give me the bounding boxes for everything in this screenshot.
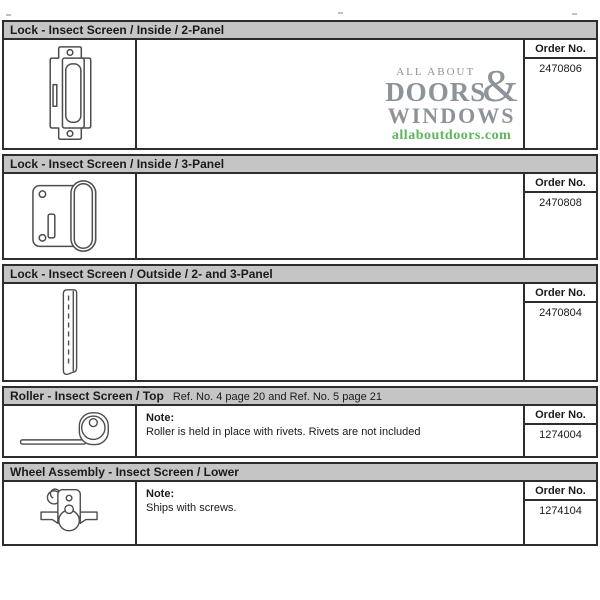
section-title: Lock - Insect Screen / Outside / 2- and 3-Panel [10,267,273,281]
section-lock-outside [2,264,598,382]
logo-windows: WINDOWS [387,103,516,128]
order-no-cell [523,40,596,148]
section-title: Wheel Assembly - Insect Screen / Lower [10,465,239,479]
product-image-cell [4,482,137,544]
section-roller-top [2,386,598,458]
note-label: Note: [146,488,175,500]
order-no-header: Order No. [525,284,596,303]
parts-table [2,20,598,550]
product-image-cell [4,40,137,148]
order-no-header: Order No. [525,174,596,193]
vertical-bar-lock-drawing [55,287,85,377]
section-header [2,462,598,482]
description-cell [137,284,523,380]
note-label: Note: [146,412,175,424]
section-header [2,386,598,406]
crop-mark [572,13,577,15]
order-no-cell [523,284,596,380]
note-text: Roller is held in place with rivets. Rivets are not included [146,426,421,438]
order-no-cell [523,174,596,258]
top-roller-drawing [18,410,122,452]
section-lock-inside-3panel [2,154,598,260]
plate-with-handle-lock-drawing [27,178,113,254]
order-no-value: 2470806 [539,63,582,75]
wheel-assembly-drawing [26,485,114,541]
note-cell [137,406,523,456]
product-image-cell [4,406,137,456]
crop-mark [6,14,11,16]
logo-top-rows [385,60,518,111]
section-title: Roller - Insect Screen / Top [10,389,164,403]
section-row [2,40,598,150]
section-title: Lock - Insect Screen / Inside / 2-Panel [10,23,225,37]
section-row [2,482,598,546]
note-text: Ships with screws. [146,502,237,514]
order-no-value: 1274004 [539,429,582,441]
order-no-header: Order No. [525,482,596,501]
product-image-cell [4,174,137,258]
section-header [2,154,598,174]
logo-ampersand: & [482,60,518,111]
section-row [2,284,598,382]
logo-left-column [385,67,486,106]
logo-doors: DOORS [385,77,487,107]
strike-plate-lock-drawing [37,44,103,144]
allaboutdoors-logo [385,60,518,143]
crop-mark [338,12,343,14]
description-cell [137,40,523,148]
section-title: Lock - Insect Screen / Inside / 3-Panel [10,157,225,171]
section-lock-inside-2panel [2,20,598,150]
description-cell [137,174,523,258]
section-header [2,20,598,40]
logo-all-about: ALL ABOUT [396,66,476,78]
section-row [2,406,598,458]
order-no-header: Order No. [525,406,596,425]
note-cell [137,482,523,544]
order-no-value: 2470804 [539,307,582,319]
section-wheel-assembly-lower [2,462,598,546]
order-no-cell [523,406,596,456]
section-ref-note: Ref. No. 4 page 20 and Ref. No. 5 page 21 [172,390,382,403]
order-no-value: 1274104 [539,505,582,517]
product-image-cell [4,284,137,380]
section-header [2,264,598,284]
order-no-cell [523,482,596,544]
section-row [2,174,598,260]
order-no-header: Order No. [525,40,596,59]
order-no-value: 2470808 [539,197,582,209]
logo-website: allaboutdoors.com [391,128,512,143]
